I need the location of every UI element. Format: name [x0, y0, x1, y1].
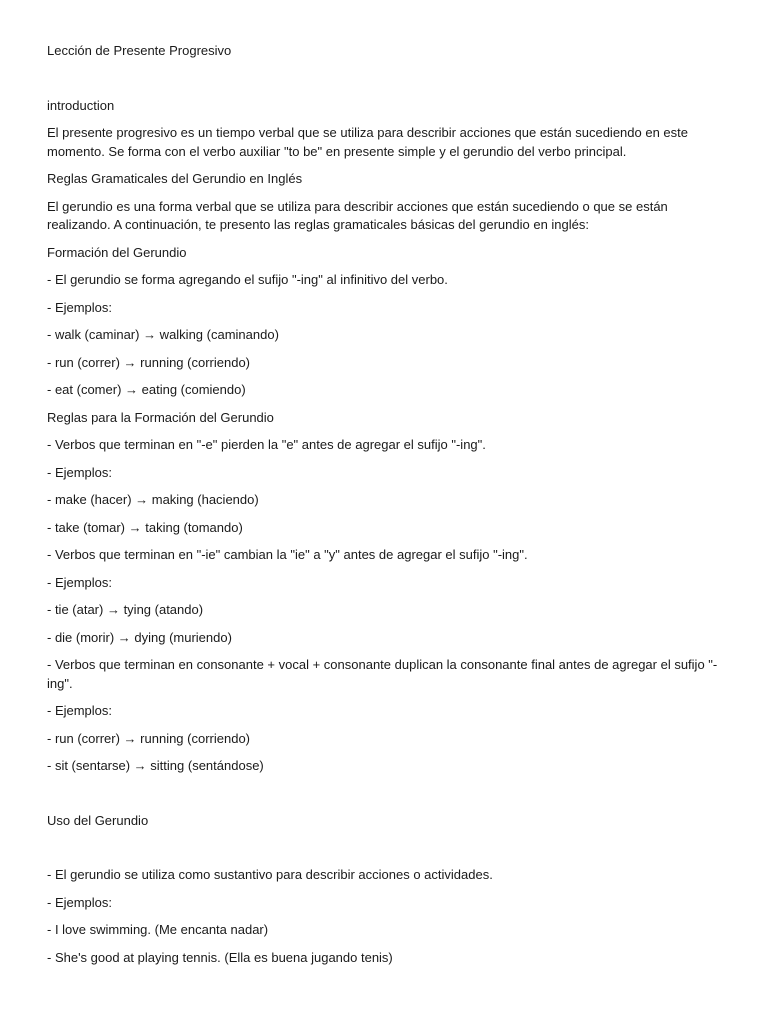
list-item: - eat (comer) → eating (comiendo) — [47, 382, 246, 397]
list-item: - Ejemplos: — [47, 464, 113, 480]
section-heading-introduction: introduction — [47, 97, 115, 113]
list-item: - Verbos que terminan en consonante + vocal + consonante duplican la consonante final antes de agregar el sufijo "-ing". — [47, 657, 718, 691]
list-item: - run (correr) → running (corriendo) — [47, 730, 251, 746]
section-heading: Uso del Gerundio — [47, 812, 149, 828]
list-item: - die (morir) → dying (muriendo) — [47, 629, 232, 645]
list-item: - walk (caminar) → walking (caminando) — [47, 327, 279, 342]
list-item: - take (tomar) → taking (tomando) — [47, 519, 243, 535]
paragraph: El gerundio es una forma verbal que se utiliza para describir acciones que están sucediendo o que se están realizando. A continuación, te presento las reglas gramaticales básicas del gerundio en inglés: — [47, 198, 668, 232]
list-item: - Verbos que terminan en "-e" pierden la "e" antes de agregar el sufijo "-ing". — [47, 437, 486, 452]
paragraph: El presente progresivo es un tiempo verbal que se utiliza para describir acciones que están sucediendo en este momento. Se forma con el verbo auxiliar "to be" en presente simple y el gerundio del verbo principal. — [47, 125, 688, 159]
list-item: - El gerundio se forma agregando el sufijo "-ing" al infinitivo del verbo. — [47, 272, 448, 287]
list-item: - El gerundio se utiliza como sustantivo para describir acciones o actividades. — [47, 867, 493, 882]
list-item: - make (hacer) → making (haciendo) — [47, 492, 259, 507]
list-item: - Ejemplos: — [47, 299, 113, 315]
list-item: - She's good at playing tennis. (Ella es buena jugando tenis) — [47, 949, 393, 965]
document-title: Lección de Presente Progresivo — [47, 43, 232, 58]
section-heading: Formación del Gerundio — [47, 244, 187, 260]
list-item: - sit (sentarse) → sitting (sentándose) — [47, 758, 264, 773]
list-item: - tie (atar) → tying (atando) — [47, 602, 204, 617]
list-item: - Verbos que terminan en "-ie" cambian la "ie" a "y" antes de agregar el sufijo "-ing". — [47, 547, 528, 562]
list-item: - run (correr) → running (corriendo) — [47, 354, 251, 370]
list-item: - Ejemplos: — [47, 894, 113, 910]
list-item: - Ejemplos: — [47, 574, 113, 590]
section-heading: Reglas para la Formación del Gerundio — [47, 409, 274, 425]
list-item: - I love swimming. (Me encanta nadar) — [47, 922, 269, 937]
section-heading: Reglas Gramaticales del Gerundio en Inglés — [47, 171, 303, 186]
list-item: - Ejemplos: — [47, 703, 113, 718]
